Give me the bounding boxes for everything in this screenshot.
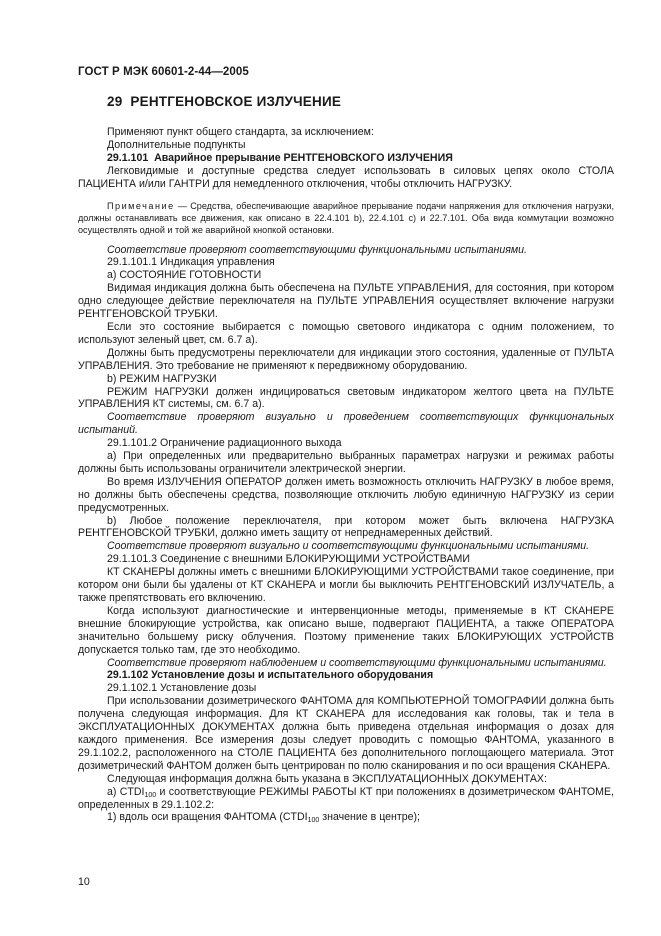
paragraph: Легковидимые и доступные средства следует использовать в силовых цепях около СТОЛА ПАЦИЕНТА и/или ГАНТРИ для немедленного отключения, чтобы отключить НАГРУЗКУ. [78,164,614,190]
subclause-heading: 29.1.102.1 Установление дозы [107,682,257,695]
list-item: b) Любое положение переключателя, при котором может быть включена НАГРУЗКА РЕНТГЕНОВСКОЙ ТРУБКИ, должно иметь защиту от непреднамеренных действий. [78,514,614,540]
compliance-statement: Соответствие проверяют соответствующими функциональными испытаниями. [107,243,527,256]
list-item: b) РЕЖИМ НАГРУЗКИ [107,372,217,385]
subclause-title: Аварийное прерывание РЕНТГЕНОВСКОГО ИЗЛУЧЕНИЯ [154,151,453,164]
text-run: и соответствующие РЕЖИМЫ РАБОТЫ КТ при положениях в дозиметрическом ФАНТОМЕ, определенных в 29.1.102.2: [78,785,615,811]
list-item: а) СОСТОЯНИЕ ГОТОВНОСТИ [107,269,262,282]
compliance-statement: Соответствие проверяют визуально и соответствующими функциональными испытаниями. [107,540,590,553]
paragraph: Дополнительные подпункты [107,138,246,151]
subclause-heading: 29.1.101.2 Ограничение радиационного выхода [107,437,342,450]
subclause-heading: 29.1.101.3 Соединение с внешними БЛОКИРУЮЩИМИ УСТРОЙСТВАМИ [107,553,470,566]
text-run: 1) вдоль оси вращения ФАНТОМА (CTDI [107,811,308,824]
paragraph: Если это состояние выбирается с помощью светового индикатора с одним положением, то используют зеленый цвет, см. 6.7 а). [78,320,614,346]
paragraph: РЕЖИМ НАГРУЗКИ должен индицироваться световым индикатором желтого цвета на ПУЛЬТЕ УПРАВЛЕНИЯ КТ системы, см. 6.7 а). [78,385,614,411]
paragraph: Применяют пункт общего стандарта, за исключением: [107,126,374,138]
note-label: Примечание [107,200,175,211]
paragraph: Должны быть предусмотрены переключатели для индикации этого состояния, удаленные от ПУЛЬТА УПРАВЛЕНИЯ. Это требование не применяют к передвижному оборудованию. [78,346,614,372]
list-item [78,786,614,812]
document-body [78,126,614,824]
clause-title: РЕНТГЕНОВСКОЕ ИЗЛУЧЕНИЕ [130,94,342,109]
paragraph: При использовании дозиметрического ФАНТОМА для КОМПЬЮТЕРНОЙ ТОМОГРАФИИ должна быть получена следующая информация. Для КТ СКАНЕРА для исследования как головы, так и тела в ЭКСПЛУАТАЦИОННЫХ ДОКУМЕНТАХ должна быть приведена отдельная информация о дозах для каждого применения. Все измерения дозы следует проводить с помощью ФАНТОМА, указанного в 29.1.102.2, расположенного на СТОЛЕ ПАЦИЕНТА без дополнительного поглощающего материала. Этот дозиметрический ФАНТОМ должен быть центрирован по полю сканирования и по оси вращения СКАНЕРА. [78,695,614,772]
text-run: а) CTDI [107,785,145,798]
subclause-number: 29.1.101 [107,151,149,164]
page-number: 10 [78,876,90,888]
paragraph: Во время ИЗЛУЧЕНИЯ ОПЕРАТОР должен иметь возможность отключить НАГРУЗКУ в любое время, но должны быть обеспечены средства, позволяющие отключить любую единичную НАГРУЗКУ из серии предусмотренных. [78,475,614,514]
note-text: — Средства, обеспечивающие аварийное прерывание подачи напряжения для отключения нагрузки, должны останавливать все движения, как описано в 22.4.101 b), 22.4.101 с) и 22.7.101. Оба вида коммутации возможно осуществлять одной и той же аварийной кнопкой остановки. [78,200,614,235]
paragraph: КТ СКАНЕРЫ должны иметь с внешними БЛОКИРУЮЩИМИ УСТРОЙСТВАМИ такое соединение, при котором они были бы удалены от КТ СКАНЕРА и могли бы выключить РЕНТГЕНОВСКИЙ ИЗЛУЧАТЕЛЬ, а также препятствовать его включению. [78,566,614,604]
text-run: значение в центре); [319,811,420,824]
subclause-heading [78,152,614,165]
clause-number: 29 [107,94,123,109]
paragraph: Следующая информация должна быть указана в ЭКСПЛУАТАЦИОННЫХ ДОКУМЕНТАХ: [107,772,547,785]
list-item [78,811,614,824]
standard-header: ГОСТ Р МЭК 60601-2-44—2005 [78,66,249,78]
compliance-statement: Соответствие проверяют наблюдением и соответствующими функциональными испытаниями. [107,656,607,669]
subscript: 100 [307,817,320,825]
subscript: 100 [144,791,157,799]
compliance-statement: Соответствие проверяют визуально и проведением соответствующих функциональных испытаний. [78,411,614,437]
subclause-heading: 29.1.101.1 Индикация управления [107,256,275,269]
subclause-heading: 29.1.102 Установление дозы и испытательного оборудования [107,669,434,682]
list-item: а) При определенных или предварительно выбранных параметрах нагрузки и режимах работы должны быть использованы ограничители электрической энергии. [78,450,614,475]
paragraph: Видимая индикация должна быть обеспечена на ПУЛЬТЕ УПРАВЛЕНИЯ, для состояния, при котором одно следующее действие переключателя на ПУЛЬТЕ УПРАВЛЕНИЯ осуществляет включение нагрузки РЕНТГЕНОВСКОЙ ТРУБКИ. [78,282,614,321]
note [78,200,614,236]
clause-heading [107,94,341,109]
paragraph: Когда используют диагностические и интервенционные методы, применяемые в КТ СКАНЕРЕ внешние блокирующие устройства, как описано выше, подвергают ПАЦИЕНТА, а также ОПЕРАТОРА значительно большему риску облучения. Поэтому применение таких БЛОКИРУЮЩИХ УСТРОЙСТВ допускается только там, где это необходимо. [78,604,614,656]
